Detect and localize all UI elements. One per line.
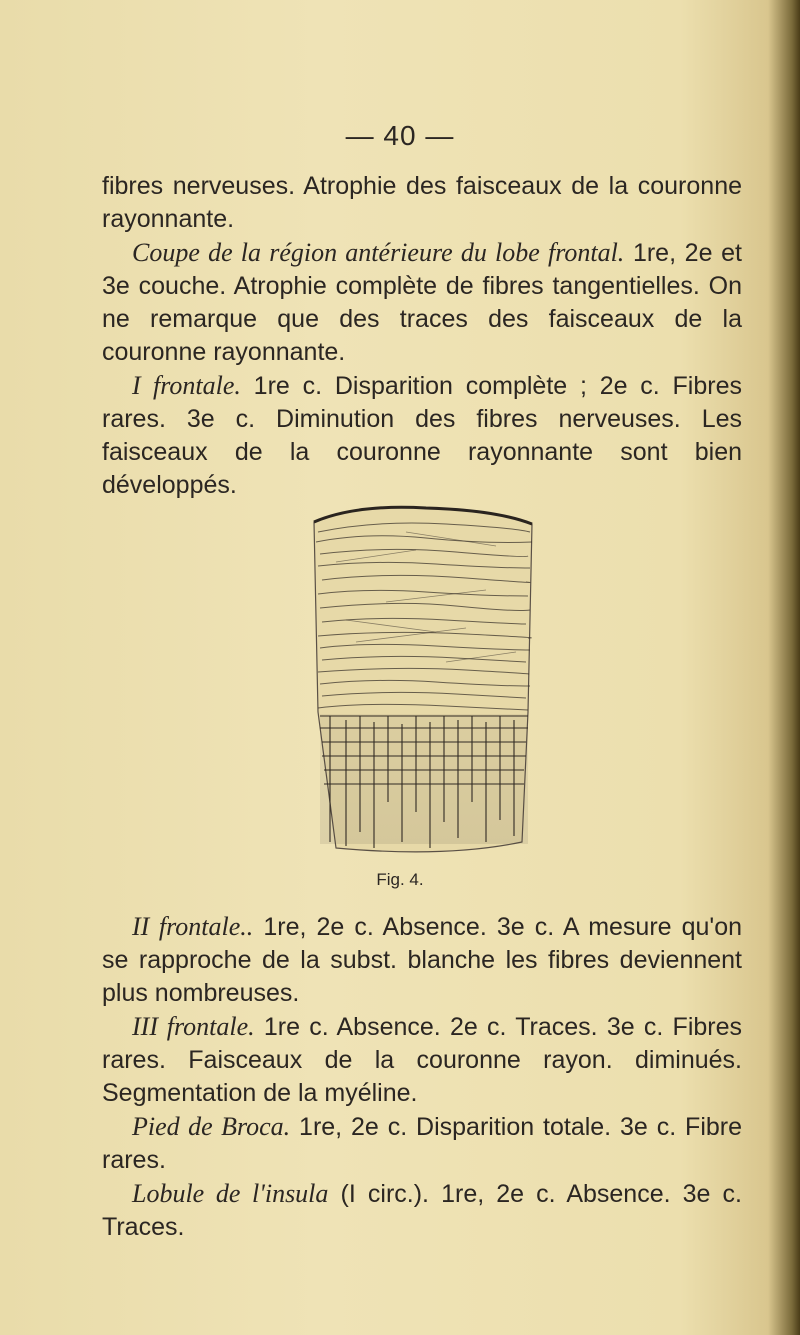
section-text: (I circ.). 1re, 2e c. Absence. 3e c. Traces. (102, 1180, 742, 1241)
figure-caption: Fig. 4. (376, 870, 424, 889)
section-heading: Lobule de l'insula (132, 1179, 329, 1208)
section-heading: Pied de Broca. (132, 1112, 291, 1141)
section-text: 1re, 2e c. Absence. 3e c. A mesure qu'on se rapproche de la subst. blanche les fibres deviennent plus nombreuses. (102, 913, 743, 1007)
paragraph-first-frontal (102, 369, 742, 502)
text-block-bottom (102, 910, 742, 1244)
section-text: 1re c. Disparition complète ; 2e c. Fibres rares. 3e c. Diminution des fibres nerveuses. Les faisceaux de la couronne rayonnante sont bien développés. (102, 372, 742, 499)
histology-figure (296, 502, 546, 864)
paragraph-second-frontal (102, 910, 742, 1010)
paragraph-broca (102, 1110, 742, 1177)
text-block-top (102, 170, 742, 502)
paragraph-insula (102, 1177, 742, 1244)
section-text: 1re, 2e et 3e couche. Atrophie complète de fibres tangentielles. On ne remarque que des traces des faisceaux de la couronne rayonnante. (102, 239, 742, 366)
page-number: — 40 — (345, 120, 455, 151)
section-heading: III frontale. (132, 1012, 255, 1041)
section-text: 1re c. Absence. 2e c. Traces. 3e c. Fibres rares. Faisceaux de la couronne rayon. diminués. Segmentation de la myéline. (102, 1013, 743, 1107)
section-heading: I frontale. (132, 371, 241, 400)
paragraph-continuation: fibres nerveuses. Atrophie des faisceaux de la couronne rayonnante. (102, 172, 742, 233)
section-heading: Coupe de la région antérieure du lobe frontal. (132, 238, 625, 267)
section-heading: II frontale.. (132, 912, 254, 941)
paragraph-anterior-region (102, 236, 742, 369)
paragraph-third-frontal (102, 1010, 742, 1110)
section-text: 1re, 2e c. Disparition totale. 3e c. Fibre rares. (102, 1113, 743, 1174)
